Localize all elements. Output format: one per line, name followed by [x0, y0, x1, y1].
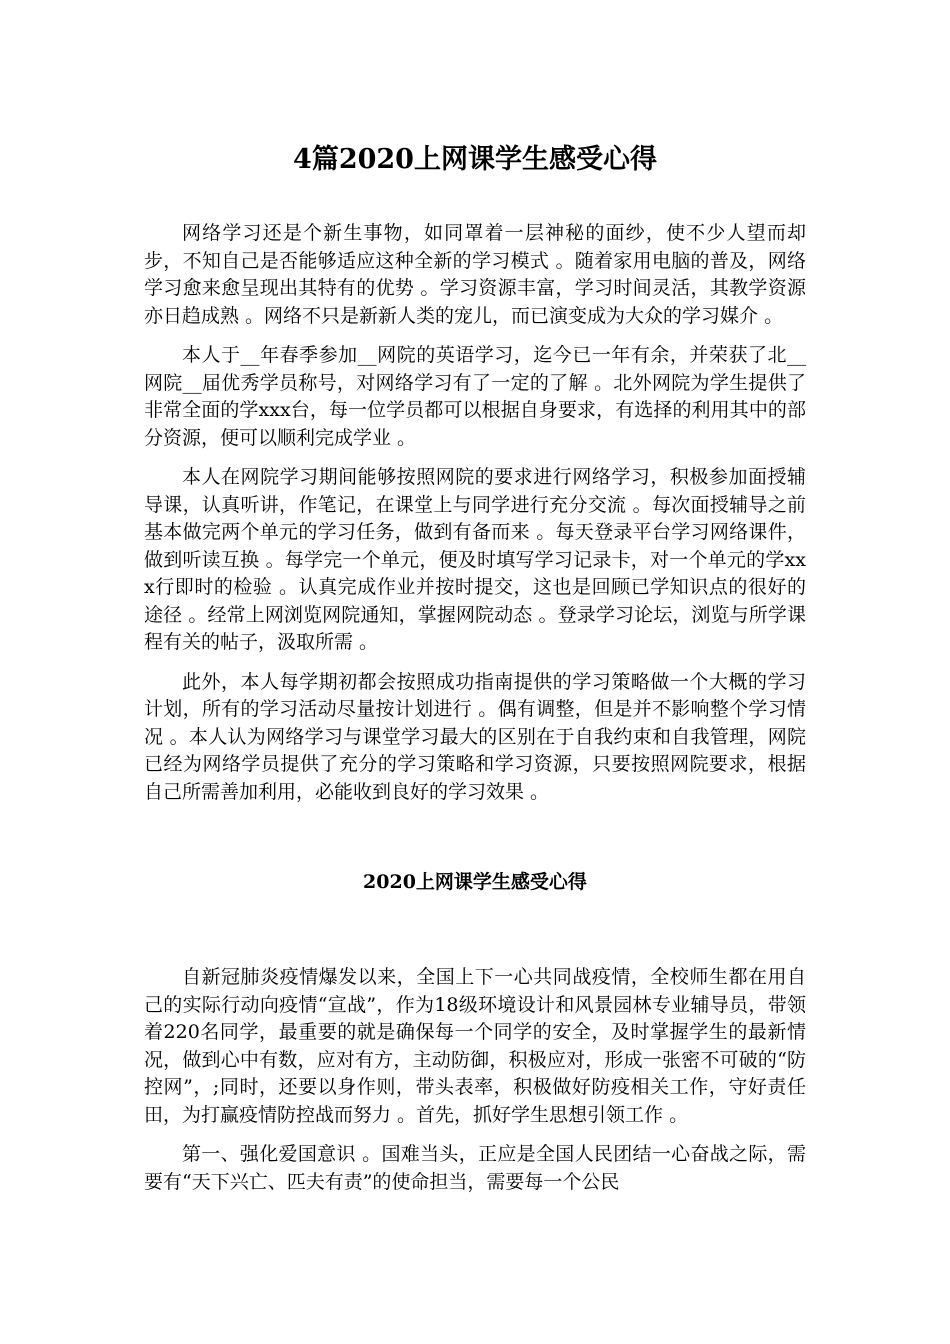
paragraph: 网络学习还是个新生事物，如同罩着一层神秘的面纱，使不少人望而却步，不知自己是否能够适应这种全新的学习模式 。随着家用电脑的普及，网络学习愈来愈呈现出其特有的优势 。学习资源丰富，学习时间灵活，其教学资源亦日趋成熟 。网络不只是新新人类的宠儿，而已演变成为大众的学习媒介 。 — [144, 222, 806, 327]
section-one-body — [144, 220, 806, 818]
paragraph: 此外，本人每学期初都会按照成功指南提供的学习策略做一个大概的学习计划，所有的学习活动尽量按计划进行 。偶有调整，但是并不影响整个学习情况 。本人认为网络学习与课堂学习最大的区别在于自我约束和自我管理，网院已经为网络学员提供了充分的学习策略和学习资源，只要按照网院要求，根据自己所需善加利用，必能收到良好的学习效果 。 — [144, 670, 806, 803]
document-title: 4篇2020上网课学生感受心得 — [293, 144, 657, 175]
paragraph: 第一、强化爱国意识 。国难当头，正应是全国人民团结一心奋战之际，需要有“天下兴亡、匹夫有责”的使命担当，需要每一个公民 — [144, 1143, 806, 1193]
paragraph: 本人于__年春季参加__网院的英语学习，迄今已一年有余，并荣获了北__网院__届优秀学员称号，对网络学习有了一定的了解 。北外网院为学生提供了非常全面的学xxx台，每一位学员都可以根据自身要求，有选择的利用其中的部分资源，便可以顺利完成学业 。 — [144, 344, 806, 449]
paragraph: 自新冠肺炎疫情爆发以来，全国上下一心共同战疫情，全校师生都在用自己的实际行动向疫情“宣战”，作为18级环境设计和风景园林专业辅导员，带领着220名同学，最重要的就是确保每一个同学的安全，及时掌握学生的最新情况，做到心中有数，应对有方，主动防御，积极应对，形成一张密不可破的“防控网”，;同时，还要以身作则，带头表率，积极做好防疫相关工作，守好责任田，为打赢疫情防控战而努力 。首先，抓好学生思想引领工作 。 — [144, 966, 806, 1126]
paragraph: 本人在网院学习期间能够按照网院的要求进行网络学习，积极参加面授辅导课，认真听讲，作笔记，在课堂上与同学进行充分交流 。每次面授辅导之前基本做完两个单元的学习任务，做到有备而来 。每天登录平台学习网络课件，做到听读互换 。每学完一个单元，便及时填写学习记录卡，对一个单元的学xxx行即时的检验 。认真完成作业并按时提交，这也是回顾已学知识点的很好的途径 。经常上网浏览网院通知，掌握网院动态 。登录学习论坛，浏览与所学课程有关的帖子，汲取所需 。 — [144, 466, 806, 653]
section-two-body — [144, 964, 806, 1208]
section-subtitle: 2020上网课学生感受心得 — [363, 871, 587, 893]
